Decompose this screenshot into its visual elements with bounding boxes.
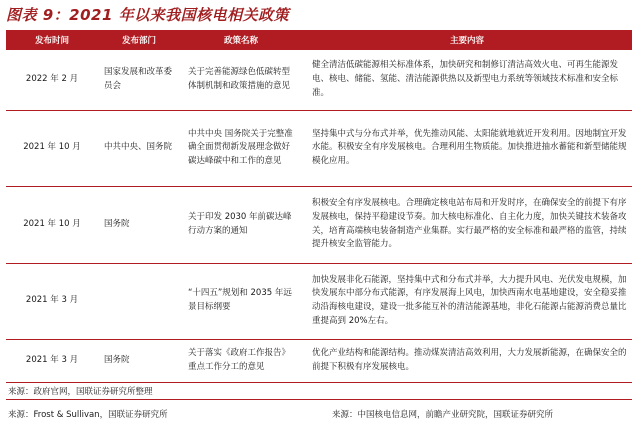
cell-dept: 中共中央、国务院 <box>98 110 180 186</box>
cell-content: 坚持集中式与分布式并举，优先推动风能、太阳能就地就近开发利用。因地制宜开发水能。积极安全有序发展核电。合理利用生物质能。加快推进抽水蓄能和新型储能规模化应用。 <box>302 110 632 186</box>
section-divider <box>6 399 632 400</box>
cell-policy-name: 关于落实《政府工作报告》重点工作分工的意见 <box>180 339 302 382</box>
cell-time: 2021 年 10 月 <box>6 186 98 263</box>
source-note-right: 来源：中国核电信息网，前瞻产业研究院，国联证券研究所 <box>332 410 554 420</box>
chart-title: 图表 9：2021 年以来我国核电相关政策 <box>6 6 290 24</box>
cell-policy-name: “十四五”规划和 2035 年远景目标纲要 <box>180 263 302 339</box>
cell-content: 加快发展非化石能源，坚持集中式和分布式并举，大力提升风电、光伏发电规模，加快发展东中部分布式能源，有序发展海上风电，加快西南水电基地建设，安全稳妥推动沿海核电建设，建设一批多能互补的清洁能源基地，非化石能源占能源消费总量比重提高到 20%左右。 <box>302 263 632 339</box>
cell-dept: 国务院 <box>98 339 180 382</box>
cell-content: 优化产业结构和能源结构。推动煤炭清洁高效利用，大力发展新能源，在确保安全的前提下积极有序发展核电。 <box>302 339 632 382</box>
cell-content: 健全清洁低碳能源相关标准体系，加快研究和制修订清洁高效火电、可再生能源发电、核电、储能、氢能、清洁能源供热以及新型电力系统等领域技术标准和安全标准。 <box>302 50 632 110</box>
header-content: 主要内容 <box>302 30 632 50</box>
table-row <box>6 263 632 339</box>
source-note-left: 来源：Frost & Sullivan，国联证券研究所 <box>8 410 168 420</box>
cell-time: 2021 年 10 月 <box>6 110 98 186</box>
cell-time: 2022 年 2 月 <box>6 50 98 110</box>
cell-time: 2021 年 3 月 <box>6 263 98 339</box>
cell-policy-name: 关于完善能源绿色低碳转型体制机制和政策措施的意见 <box>180 50 302 110</box>
policy-table <box>6 30 632 383</box>
table-source-note: 来源：政府官网，国联证券研究所整理 <box>8 387 153 397</box>
header-time: 发布时间 <box>6 30 98 50</box>
cell-dept <box>98 263 180 339</box>
table-row <box>6 110 632 186</box>
table-row <box>6 50 632 110</box>
table-header-row <box>6 30 632 50</box>
cell-policy-name: 中共中央 国务院关于完整准确全面贯彻新发展理念做好碳达峰碳中和工作的意见 <box>180 110 302 186</box>
table-row <box>6 186 632 263</box>
header-policy-name: 政策名称 <box>180 30 302 50</box>
cell-dept: 国务院 <box>98 186 180 263</box>
cell-policy-name: 关于印发 2030 年前碳达峰行动方案的通知 <box>180 186 302 263</box>
header-dept: 发布部门 <box>98 30 180 50</box>
cell-time: 2021 年 3 月 <box>6 339 98 382</box>
cell-content: 积极安全有序发展核电。合理确定核电站布局和开发时序，在确保安全的前提下有序发展核电，保持平稳建设节奏。加大核电标准化、自主化力度，加快关键技术装备攻关，培育高端核电装备制造产业集群。实行最严格的安全标准和最严格的监管，持续提升核安全监管能力。 <box>302 186 632 263</box>
cell-dept: 国家发展和改革委员会 <box>98 50 180 110</box>
table-row <box>6 339 632 382</box>
